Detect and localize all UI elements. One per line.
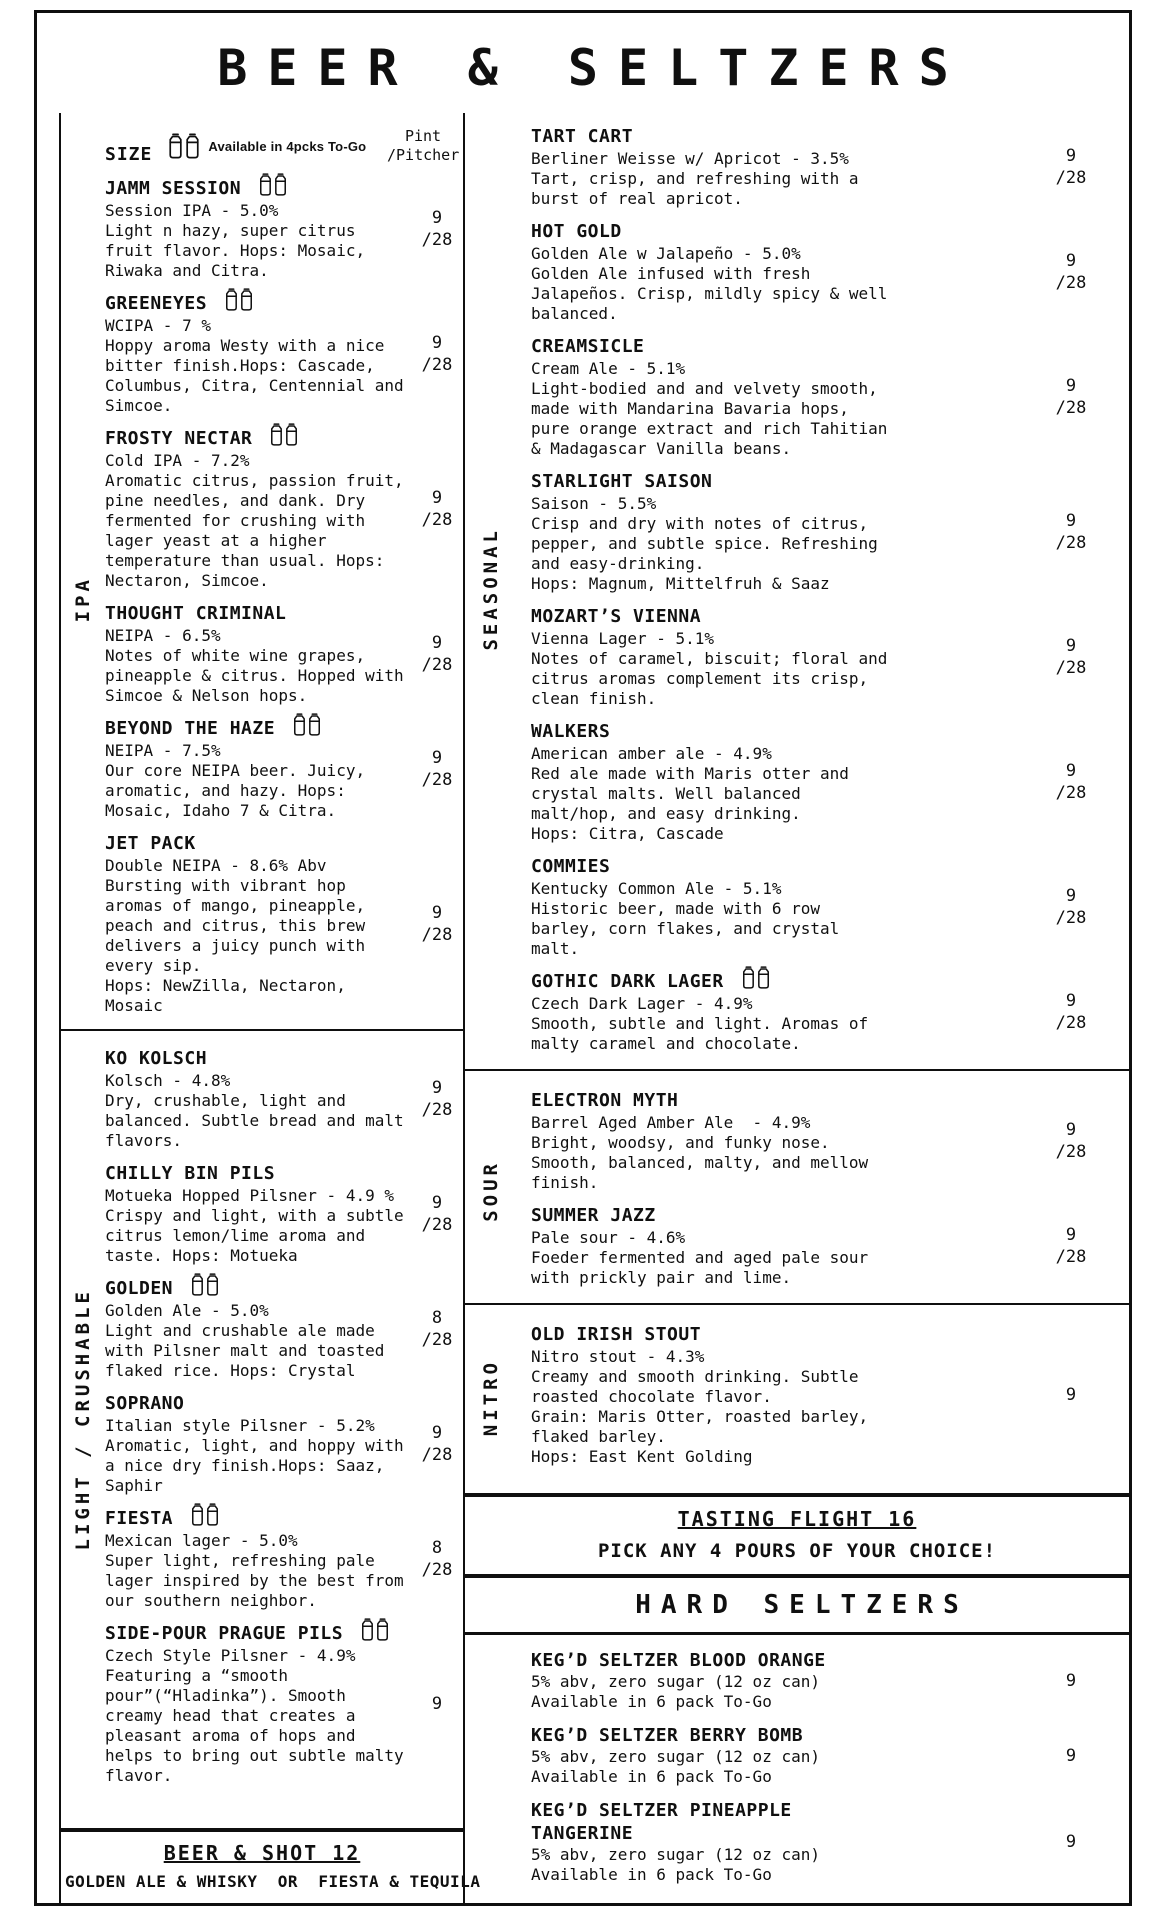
beer-style: Czech Dark Lager - 4.9% xyxy=(531,994,753,1013)
price-pitcher: /28 xyxy=(421,1330,453,1350)
beer-item-text xyxy=(531,970,897,1054)
beer-description: Historic beer, made with 6 row barley, corn flakes, and crystal malt. xyxy=(531,899,849,958)
seltzer-name: KEG’D SELTZER PINEAPPLE TANGERINE xyxy=(531,1800,792,1844)
beer-name: SIDE-POUR PRAGUE PILS xyxy=(105,1623,344,1644)
price-pint: 8 xyxy=(431,1538,443,1558)
beer-and-shot-block xyxy=(61,1828,481,1903)
beer-style: Session IPA - 5.0% xyxy=(105,201,279,220)
beer-name: JAMM SESSION xyxy=(105,178,242,199)
beer-style: Double NEIPA - 8.6% Abv xyxy=(105,856,327,875)
price-pint: 9 xyxy=(431,208,443,228)
section-label-col xyxy=(61,1041,105,1797)
seltzer-abv: 5% abv, zero sugar (12 oz can) xyxy=(531,1747,820,1766)
seltzer-name: KEG’D SELTZER BERRY BOMB xyxy=(531,1725,804,1746)
beer-description: Foeder fermented and aged pale sour with prickly pair and lime. xyxy=(531,1248,878,1287)
beer-item-text xyxy=(105,602,414,706)
four-pack-icon xyxy=(189,1501,221,1528)
price-pitcher: /28 xyxy=(421,355,453,375)
beer-style: Vienna Lager - 5.1% xyxy=(531,629,715,648)
beer-item xyxy=(105,1047,463,1151)
beer-style: American amber ale - 4.9% xyxy=(531,744,772,763)
price-pint: 8 xyxy=(431,1308,443,1328)
section-seasonal xyxy=(465,113,1129,1065)
beer-name: THOUGHT CRIMINAL xyxy=(105,603,287,624)
beer-description: Red ale made with Maris otter and crystal malts. Well balanced malt/hop, and easy drinking. xyxy=(531,764,859,823)
beer-description: Notes of caramel, biscuit; floral and citrus aromas complement its crisp, clean finish. xyxy=(531,649,898,708)
beer-item-text xyxy=(105,177,411,281)
beer-item xyxy=(105,832,463,1016)
beer-price xyxy=(411,1077,463,1121)
beer-name: ELECTRON MYTH xyxy=(531,1090,679,1111)
beer-name: GOLDEN xyxy=(105,1278,174,1299)
beer-name: WALKERS xyxy=(531,721,611,742)
hard-seltzers-title: HARD SELTZERS xyxy=(465,1578,1129,1635)
beer-item xyxy=(105,1162,463,1266)
beer-item xyxy=(105,1622,463,1786)
beer-style: Golden Ale - 5.0% xyxy=(105,1301,269,1320)
beer-description: Bursting with vibrant hop aromas of mango, pineapple, peach and citrus, this brew delivers a juicy punch with every sip. xyxy=(105,876,375,975)
section-sour xyxy=(465,1083,1129,1299)
beer-item-text xyxy=(105,292,414,416)
price-pint: 9 xyxy=(431,1694,443,1714)
section-label-seasonal: SEASONAL xyxy=(480,527,502,651)
tasting-flight-block xyxy=(465,1493,1129,1578)
tasting-flight-title: TASTING FLIGHT 16 xyxy=(677,1507,917,1531)
price-pint: 9 xyxy=(1065,1385,1077,1405)
seltzer-item-text xyxy=(531,1649,897,1712)
size-label: SIZE xyxy=(105,144,153,165)
beer-style: Italian style Pilsner - 5.2% xyxy=(105,1416,375,1435)
section-label-sour: SOUR xyxy=(480,1160,502,1222)
beer-item xyxy=(105,717,463,821)
beer-item xyxy=(105,177,463,281)
beer-item xyxy=(531,470,1129,594)
price-pitcher: /28 xyxy=(421,1100,453,1120)
beer-style: NEIPA - 6.5% xyxy=(105,626,221,645)
price-pint: 9 xyxy=(1065,886,1077,906)
beer-price xyxy=(1039,145,1103,189)
beer-item-text xyxy=(105,427,414,591)
seltzer-togo: Available in 6 pack To-Go xyxy=(531,1692,772,1711)
beer-style: Cold IPA - 7.2% xyxy=(105,451,250,470)
beer-item-text xyxy=(531,720,897,844)
price-pitcher: /28 xyxy=(1055,168,1087,188)
price-pint: 9 xyxy=(1065,251,1077,271)
beer-item-text xyxy=(105,717,411,821)
beer-price xyxy=(1039,1384,1103,1406)
price-pint: 9 xyxy=(431,333,443,353)
section-label-light-crushable: LIGHT / CRUSHABLE xyxy=(72,1287,94,1551)
beer-item xyxy=(105,292,463,416)
beer-name: SUMMER JAZZ xyxy=(531,1205,656,1226)
four-pack-icon xyxy=(740,964,772,991)
price-can: 9 xyxy=(1065,1832,1077,1852)
seltzer-price xyxy=(1039,1831,1103,1853)
price-pint: 9 xyxy=(431,633,443,653)
beer-item xyxy=(531,1089,1129,1193)
four-pack-icon xyxy=(189,1271,221,1298)
beer-price xyxy=(1039,375,1103,419)
beer-item xyxy=(105,1277,463,1381)
price-pint: 9 xyxy=(1065,376,1077,396)
beer-description-extra: Hops: Magnum, Mittelfruh & Saaz xyxy=(531,574,830,593)
ipa-items xyxy=(105,171,463,1027)
price-pint: 9 xyxy=(431,1193,443,1213)
beer-price xyxy=(1039,885,1103,929)
beer-price xyxy=(411,487,463,531)
beer-price xyxy=(1039,1119,1103,1163)
beer-name: OLD IRISH STOUT xyxy=(531,1324,702,1345)
price-pint: 9 xyxy=(431,1078,443,1098)
seltzer-togo: Available in 6 pack To-Go xyxy=(531,1767,772,1786)
beer-item xyxy=(105,1507,463,1611)
section-label-col xyxy=(465,1317,517,1478)
price-pitcher: /28 xyxy=(1055,1013,1087,1033)
beer-item xyxy=(531,605,1129,709)
beer-description: Hoppy aroma Westy with a nice bitter finish.Hops: Cascade, Columbus, Citra, Centennial and Simcoe. xyxy=(105,336,414,415)
size-header xyxy=(61,113,463,171)
beer-item-text xyxy=(531,1089,897,1193)
price-pitcher: /28 xyxy=(421,510,453,530)
section-label-nitro: NITRO xyxy=(480,1358,502,1437)
beer-item-text xyxy=(105,1507,414,1611)
beer-description: Aromatic citrus, passion fruit, pine needles, and dank. Dry fermented for crushing with lager yeast at a higher temperature than usual. Hops: Nectaron, Simcoe. xyxy=(105,471,414,590)
beer-name: CREAMSICLE xyxy=(531,336,645,357)
four-pack-icon xyxy=(166,131,202,161)
price-header-pint: Pint xyxy=(404,127,442,145)
beer-name: GOTHIC DARK LAGER xyxy=(531,971,724,992)
seltzer-abv: 5% abv, zero sugar (12 oz can) xyxy=(531,1672,820,1691)
beer-style: Cream Ale - 5.1% xyxy=(531,359,686,378)
beer-price xyxy=(1039,1224,1103,1268)
beer-price xyxy=(411,1192,463,1236)
beer-name: COMMIES xyxy=(531,856,611,877)
beer-price xyxy=(1039,510,1103,554)
beer-price xyxy=(411,902,463,946)
price-pint: 9 xyxy=(1065,761,1077,781)
page-title: BEER & SELTZERS xyxy=(217,39,969,97)
section-nitro xyxy=(465,1317,1129,1478)
beer-style: Berliner Weisse w/ Apricot - 3.5% xyxy=(531,149,849,168)
beer-description: Tart, crisp, and refreshing with a burst of real apricot. xyxy=(531,169,869,208)
beer-description: Aromatic, light, and hoppy with a nice dry finish.Hops: Saaz, Saphir xyxy=(105,1436,414,1495)
beer-description-extra: Hops: East Kent Golding xyxy=(531,1447,753,1466)
beer-item xyxy=(105,602,463,706)
beer-style: Motueka Hopped Pilsner - 4.9 % xyxy=(105,1186,394,1205)
beer-item-text xyxy=(531,855,897,959)
section-label-ipa: IPA xyxy=(72,575,94,623)
right-column xyxy=(465,113,1129,1903)
left-column xyxy=(59,113,481,1903)
four-pack-icon xyxy=(223,286,255,313)
beer-item xyxy=(105,1392,463,1496)
beer-description: Smooth, subtle and light. Aromas of malty caramel and chocolate. xyxy=(531,1014,878,1053)
beer-name: MOZART’S VIENNA xyxy=(531,606,702,627)
beer-price xyxy=(411,747,463,791)
nitro-items xyxy=(517,1317,1129,1478)
beer-and-shot-options: GOLDEN ALE & WHISKY OR FIESTA & TEQUILA xyxy=(65,1872,481,1891)
tasting-flight-subtitle: PICK ANY 4 POURS OF YOUR CHOICE! xyxy=(597,1540,997,1562)
price-pint: 9 xyxy=(431,748,443,768)
price-pitcher: /28 xyxy=(1055,1247,1087,1267)
beer-description: Creamy and smooth drinking. Subtle roasted chocolate flavor. xyxy=(531,1367,869,1406)
beer-description: Light-bodied and and velvety smooth, made with Mandarina Bavaria hops, pure orange extract and rich Tahitian & Madagascar Vanilla beans. xyxy=(531,379,898,458)
beer-description-extra: Hops: Citra, Cascade xyxy=(531,824,724,843)
beer-price xyxy=(411,1422,463,1466)
beer-item-text xyxy=(531,125,897,209)
price-pitcher: /28 xyxy=(421,925,453,945)
seltzer-item xyxy=(531,1649,1129,1712)
price-pitcher: /28 xyxy=(1055,273,1087,293)
section-light-crushable xyxy=(61,1041,463,1797)
beer-description: Bright, woodsy, and funky nose. Smooth, balanced, malty, and mellow finish. xyxy=(531,1133,878,1192)
beer-style: Pale sour - 4.6% xyxy=(531,1228,686,1247)
beer-style: Czech Style Pilsner - 4.9% xyxy=(105,1646,356,1665)
price-pitcher: /28 xyxy=(1055,1142,1087,1162)
beer-item xyxy=(531,335,1129,459)
price-pitcher: /28 xyxy=(421,230,453,250)
beer-item-text xyxy=(105,832,411,1016)
seltzer-price xyxy=(1039,1670,1103,1692)
beer-style: Saison - 5.5% xyxy=(531,494,657,513)
beer-item-text xyxy=(531,605,897,709)
beer-price xyxy=(411,1693,463,1715)
four-pack-icon xyxy=(257,171,289,198)
beer-item-text xyxy=(105,1392,414,1496)
price-header-pitcher: /Pitcher xyxy=(387,146,460,164)
beer-item-text xyxy=(531,1204,897,1288)
beer-item-text xyxy=(531,220,897,324)
price-pitcher: /28 xyxy=(421,770,453,790)
beer-name: FIESTA xyxy=(105,1508,174,1529)
four-pack-icon xyxy=(268,421,300,448)
four-pack-icon xyxy=(291,711,323,738)
beer-style: NEIPA - 7.5% xyxy=(105,741,221,760)
price-pint: 9 xyxy=(431,488,443,508)
beer-and-shot-title: BEER & SHOT 12 xyxy=(163,1841,361,1865)
beer-style: Mexican lager - 5.0% xyxy=(105,1531,298,1550)
beer-name: TART CART xyxy=(531,126,634,147)
menu-frame xyxy=(34,10,1132,1906)
price-pint: 9 xyxy=(431,903,443,923)
beer-price xyxy=(1039,250,1103,294)
beer-item-text xyxy=(105,1277,411,1381)
beer-price xyxy=(411,332,463,376)
seltzer-price xyxy=(1039,1745,1103,1767)
beer-style: Kentucky Common Ale - 5.1% xyxy=(531,879,782,898)
beer-item-text xyxy=(105,1162,414,1266)
beer-description-extra: Hops: NewZilla, Nectaron, Mosaic xyxy=(105,976,356,1015)
price-can: 9 xyxy=(1065,1745,1077,1766)
seltzer-item-text xyxy=(531,1799,897,1885)
price-can: 9 xyxy=(1065,1670,1077,1691)
section-label-col xyxy=(465,1083,517,1299)
price-pitcher: /28 xyxy=(1055,533,1087,553)
beer-description: Crisp and dry with notes of citrus, pepper, and subtle spice. Refreshing and easy-drinking. xyxy=(531,514,888,573)
seltzer-items xyxy=(465,1635,1129,1903)
section-divider xyxy=(465,1069,1129,1071)
section-divider xyxy=(465,1303,1129,1305)
price-pint: 9 xyxy=(1065,1225,1077,1245)
beer-style: Golden Ale w Jalapeño - 5.0% xyxy=(531,244,801,263)
seasonal-items xyxy=(517,113,1129,1065)
beer-price xyxy=(1039,635,1103,679)
price-pint: 9 xyxy=(1065,991,1077,1011)
beer-description-extra: Grain: Maris Otter, roasted barley, flaked barley. xyxy=(531,1407,878,1446)
togo-note xyxy=(166,131,366,161)
seltzer-item xyxy=(531,1724,1129,1787)
four-pack-icon xyxy=(359,1616,391,1643)
beer-item xyxy=(531,855,1129,959)
price-pint: 9 xyxy=(1065,636,1077,656)
beer-item-text xyxy=(531,335,897,459)
beer-price xyxy=(411,1537,463,1581)
beer-description: Dry, crushable, light and balanced. Subtle bread and malt flavors. xyxy=(105,1091,414,1150)
beer-item xyxy=(531,1323,1129,1467)
beer-style: WCIPA - 7 % xyxy=(105,316,211,335)
price-pitcher: /28 xyxy=(421,1560,453,1580)
crushable-items xyxy=(105,1041,463,1797)
beer-name: JET PACK xyxy=(105,833,196,854)
price-pint: 9 xyxy=(1065,511,1077,531)
beer-name: STARLIGHT SAISON xyxy=(531,471,713,492)
beer-item-text xyxy=(531,470,897,594)
beer-description: Light and crushable ale made with Pilsner malt and toasted flaked rice. Hops: Crystal xyxy=(105,1321,394,1380)
beer-name: KO KOLSCH xyxy=(105,1048,208,1069)
beer-item-text xyxy=(531,1323,897,1467)
price-pitcher: /28 xyxy=(421,655,453,675)
price-pitcher: /28 xyxy=(1055,398,1087,418)
beer-item-text xyxy=(105,1622,414,1786)
seltzer-abv: 5% abv, zero sugar (12 oz can) xyxy=(531,1845,820,1864)
beer-style: Barrel Aged Amber Ale - 4.9% xyxy=(531,1113,811,1132)
price-pitcher: /28 xyxy=(1055,908,1087,928)
menu-content xyxy=(37,113,1129,1903)
seltzer-item xyxy=(531,1799,1129,1885)
sour-items xyxy=(517,1083,1129,1299)
beer-description: Light n hazy, super citrus fruit flavor. Hops: Mosaic, Riwaka and Citra. xyxy=(105,221,375,280)
beer-price xyxy=(411,1307,463,1351)
beer-item xyxy=(531,125,1129,209)
beer-description: Super light, refreshing pale lager inspired by the best from our southern neighbor. xyxy=(105,1551,414,1610)
beer-style: Nitro stout - 4.3% xyxy=(531,1347,705,1366)
price-pitcher: /28 xyxy=(421,1215,453,1235)
beer-description: Notes of white wine grapes, pineapple & citrus. Hopped with Simcoe & Nelson hops. xyxy=(105,646,414,705)
price-pitcher: /28 xyxy=(1055,658,1087,678)
beer-description: Featuring a “smooth pour”(“Hladinka”). Smooth creamy head that creates a pleasant aroma of hops and helps to bring out subtle malty flavor. xyxy=(105,1666,414,1785)
seltzer-item-text xyxy=(531,1724,897,1787)
section-label-col xyxy=(61,171,105,1027)
price-pint: 9 xyxy=(1065,1120,1077,1140)
beer-name: CHILLY BIN PILS xyxy=(105,1163,276,1184)
section-label-col xyxy=(465,113,517,1065)
section-ipa xyxy=(61,171,463,1027)
price-pitcher: /28 xyxy=(421,1445,453,1465)
beer-name: GREENEYES xyxy=(105,293,208,314)
beer-description: Crispy and light, with a subtle citrus lemon/lime aroma and taste. Hops: Motueka xyxy=(105,1206,414,1265)
price-pint: 9 xyxy=(431,1423,443,1443)
beer-price xyxy=(411,632,463,676)
section-divider xyxy=(61,1029,463,1031)
beer-name: HOT GOLD xyxy=(531,221,622,242)
price-column-header xyxy=(387,127,459,165)
price-pint: 9 xyxy=(1065,146,1077,166)
beer-item xyxy=(531,970,1129,1054)
beer-description: Our core NEIPA beer. Juicy, aromatic, and hazy. Hops: Mosaic, Idaho 7 & Citra. xyxy=(105,761,375,820)
beer-item xyxy=(531,220,1129,324)
beer-price xyxy=(1039,990,1103,1034)
togo-text: Available in 4pcks To-Go xyxy=(208,138,367,154)
seltzer-togo: Available in 6 pack To-Go xyxy=(531,1865,772,1884)
beer-name: BEYOND THE HAZE xyxy=(105,718,276,739)
price-pitcher: /28 xyxy=(1055,783,1087,803)
beer-item xyxy=(105,427,463,591)
beer-name: SOPRANO xyxy=(105,1393,185,1414)
seltzer-name: KEG’D SELTZER BLOOD ORANGE xyxy=(531,1650,826,1671)
beer-item xyxy=(531,720,1129,844)
beer-name: FROSTY NECTAR xyxy=(105,428,253,449)
beer-description: Golden Ale infused with fresh Jalapeños. Crisp, mildly spicy & well balanced. xyxy=(531,264,898,323)
beer-item-text xyxy=(105,1047,414,1151)
beer-style: Kolsch - 4.8% xyxy=(105,1071,231,1090)
beer-price xyxy=(411,207,463,251)
beer-item xyxy=(531,1204,1129,1288)
beer-price xyxy=(1039,760,1103,804)
